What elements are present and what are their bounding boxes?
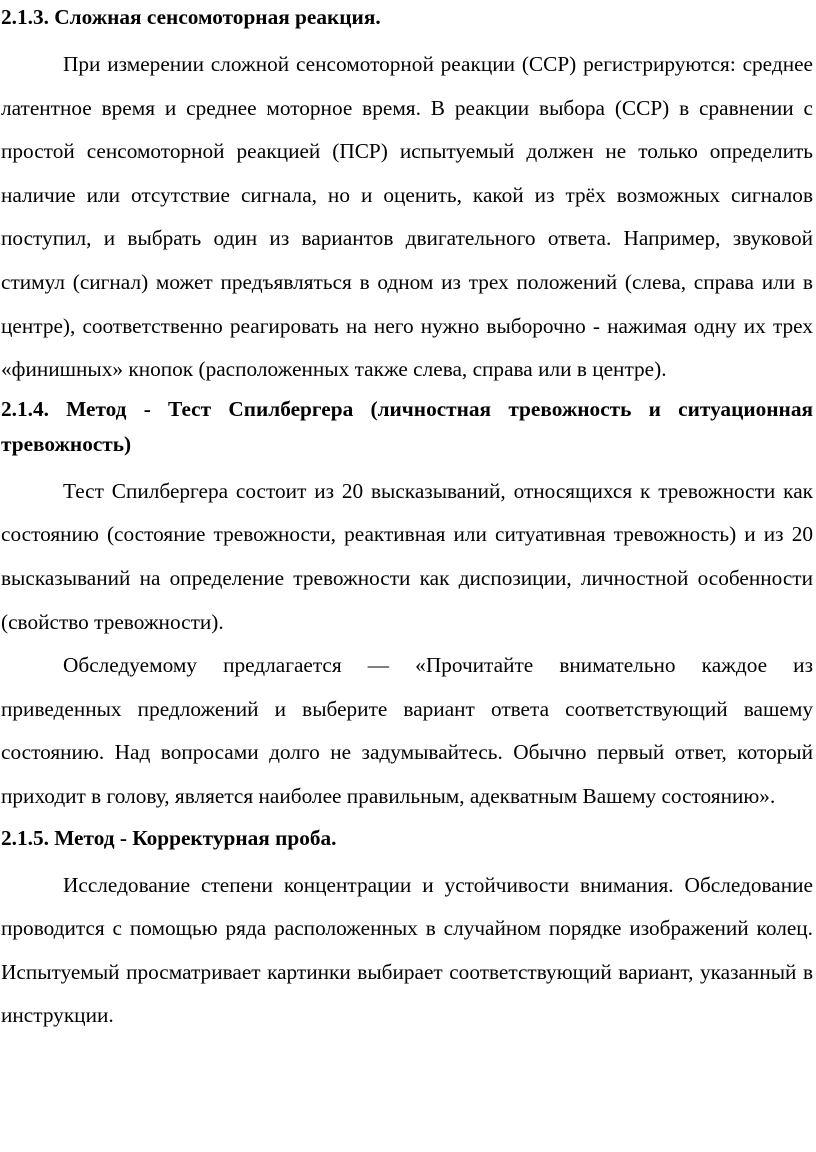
section-heading-2-1-5: 2.1.5. Метод - Корректурная проба. — [1, 825, 337, 850]
spacer — [1, 462, 813, 470]
paragraph-proofreading-test: Исследование степени концентрации и устойчивости внимания. Обследование проводится с помощью ряда расположенных в случайном порядке изображений колец. Испытуемый просматривает картинки выбирает соответствующий вариант, указанный в инструкции. — [1, 872, 813, 1028]
section-heading-2-1-4: 2.1.4. Метод - Тест Спилбергера (личностная тревожность и ситуационная тревожность) — [1, 396, 813, 456]
spacer — [1, 35, 813, 43]
paragraph-complex-reaction: При измерении сложной сенсомоторной реакции (ССР) регистрируются: среднее латентное время и среднее моторное время. В реакции выбора (ССР) в сравнении с простой сенсомоторной реакцией (ПСР) испытуемый должен не только определить наличие или отсутствие сигнала, но и оценить, какой из трёх возможных сигналов поступил, и выбрать один из вариантов двигательного ответа. Например, звуковой стимул (сигнал) может предъявляться в одном из трех положений (слева, справа или в центре), соответственно реагировать на него нужно выборочно - нажимая одну их трех «финишных» кнопок (расположенных также слева, справа или в центре). — [1, 52, 813, 382]
spacer — [1, 856, 813, 864]
paragraph-spielberger-test: Тест Спилбергера состоит из 20 высказываний, относящихся к тревожности как состоянию (состояние тревожности, реактивная или ситуативная тревожность) и из 20 высказываний на определение тревожности как диспозиции, личностной особенности (свойство тревожности). — [1, 478, 813, 634]
paragraph-spielberger-instruction: Обследуемому предлагается — «Прочитайте внимательно каждое из приведенных предложений и выберите вариант ответа соответствующий вашему состоянию. Над вопросами долго не задумывайтесь. Обычно первый ответ, который приходит в голову, является наиболее правильным, адекватным Вашему состоянию». — [1, 653, 813, 808]
section-heading-2-1-3: 2.1.3. Сложная сенсомоторная реакция. — [1, 5, 381, 29]
